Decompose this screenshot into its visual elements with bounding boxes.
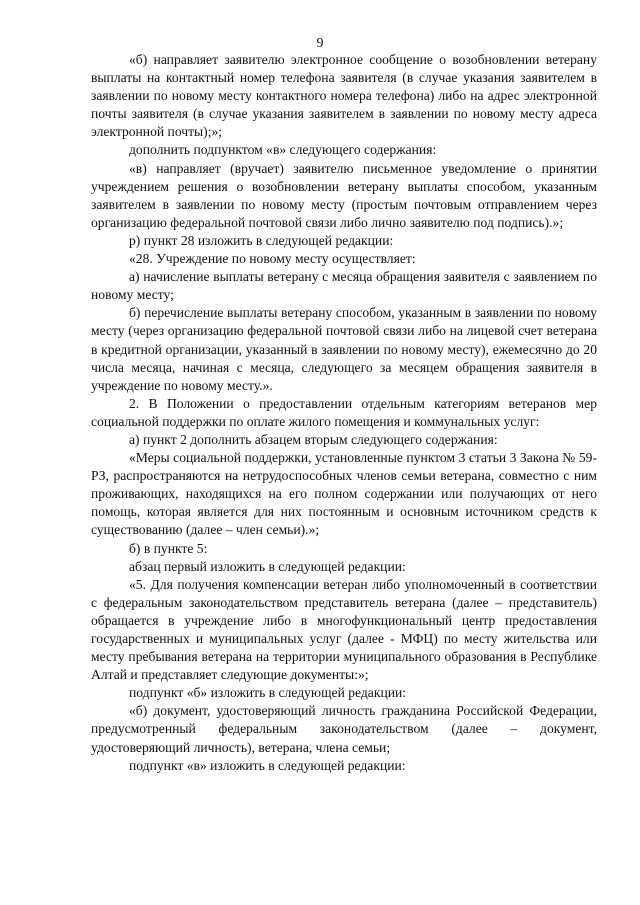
paragraph: «б) направляет заявителю электронное сообщение о возобновлении ветерану выплаты на контактный номер телефона заявителя (в случае указания заявителем в заявлении по новому месту контактного номера телефона) либо на адрес электронной почты заявителя (в случае указания заявителем в заявлении по новому месту адреса электронной почты);»; [91, 52, 597, 140]
paragraph: дополнить подпунктом «в» следующего содержания: [129, 142, 437, 158]
paragraph: а) начисление выплаты ветерану с месяца обращения заявителя с заявлением по новому месту; [91, 269, 597, 303]
paragraph: «в) направляет (вручает) заявителю письменное уведомление о принятии учреждением решения о возобновлении ветерану выплаты способом, указанным заявителем в заявлении по новому месту (простым почтовым отправлением через организацию федеральной почтовой связи либо лично заявителю под подпись).»; [91, 160, 597, 230]
paragraph: а) пункт 2 дополнить абзацем вторым следующего содержания: [129, 431, 498, 447]
paragraph: «Меры социальной поддержки, установленные пунктом 3 статьи 3 Закона № 59-РЗ, распространяются на нетрудоспособных членов семьи ветерана, совместно с ним проживающих, находящихся на его полном содержании или получающих от него помощь, которая является для них постоянным и основным источником средств к существованию (далее – член семьи).»; [91, 450, 597, 538]
paragraph: подпункт «б» изложить в следующей редакции: [129, 685, 407, 701]
paragraph: р) пункт 28 изложить в следующей редакции: [129, 232, 394, 248]
paragraph: б) в пункте 5: [129, 540, 208, 556]
document-body [91, 51, 597, 775]
paragraph: абзац первый изложить в следующей редакции: [129, 558, 406, 574]
paragraph: 2. В Положении о предоставлении отдельным категориям ветеранов мер социальной поддержки по оплате жилого помещения и коммунальных услуг: [91, 395, 597, 429]
paragraph: подпункт «в» изложить в следующей редакции: [129, 757, 406, 773]
paragraph: «5. Для получения компенсации ветеран либо уполномоченный в соответствии с федеральным законодательством представитель ветерана (далее – представитель) обращается в учреждение либо в многофункциональный центр предоставления государственных и муниципальных услуг (далее - МФЦ) по месту жительства или месту пребывания ветерана на территории муниципального образования в Республике Алтай и представляет следующие документы:»; [91, 576, 597, 683]
paragraph: «б) документ, удостоверяющий личность гражданина Российской Федерации, предусмотренный федеральным законодательством (далее – документ, удостоверяющий личность), ветерана, члена семьи; [91, 703, 597, 755]
page-number: 9 [316, 36, 324, 51]
paragraph: «28. Учреждение по новому месту осуществляет: [129, 251, 416, 267]
paragraph: б) перечисление выплаты ветерану способом, указанным в заявлении по новому месту (через организацию федеральной почтовой связи либо на лицевой счет ветерана в кредитной организации, указанный в заявлении по новому месту), ежемесячно до 20 числа месяца, начиная с месяца, следующего за месяцем обращения заявителя в учреждение по новому месту.». [91, 305, 597, 393]
